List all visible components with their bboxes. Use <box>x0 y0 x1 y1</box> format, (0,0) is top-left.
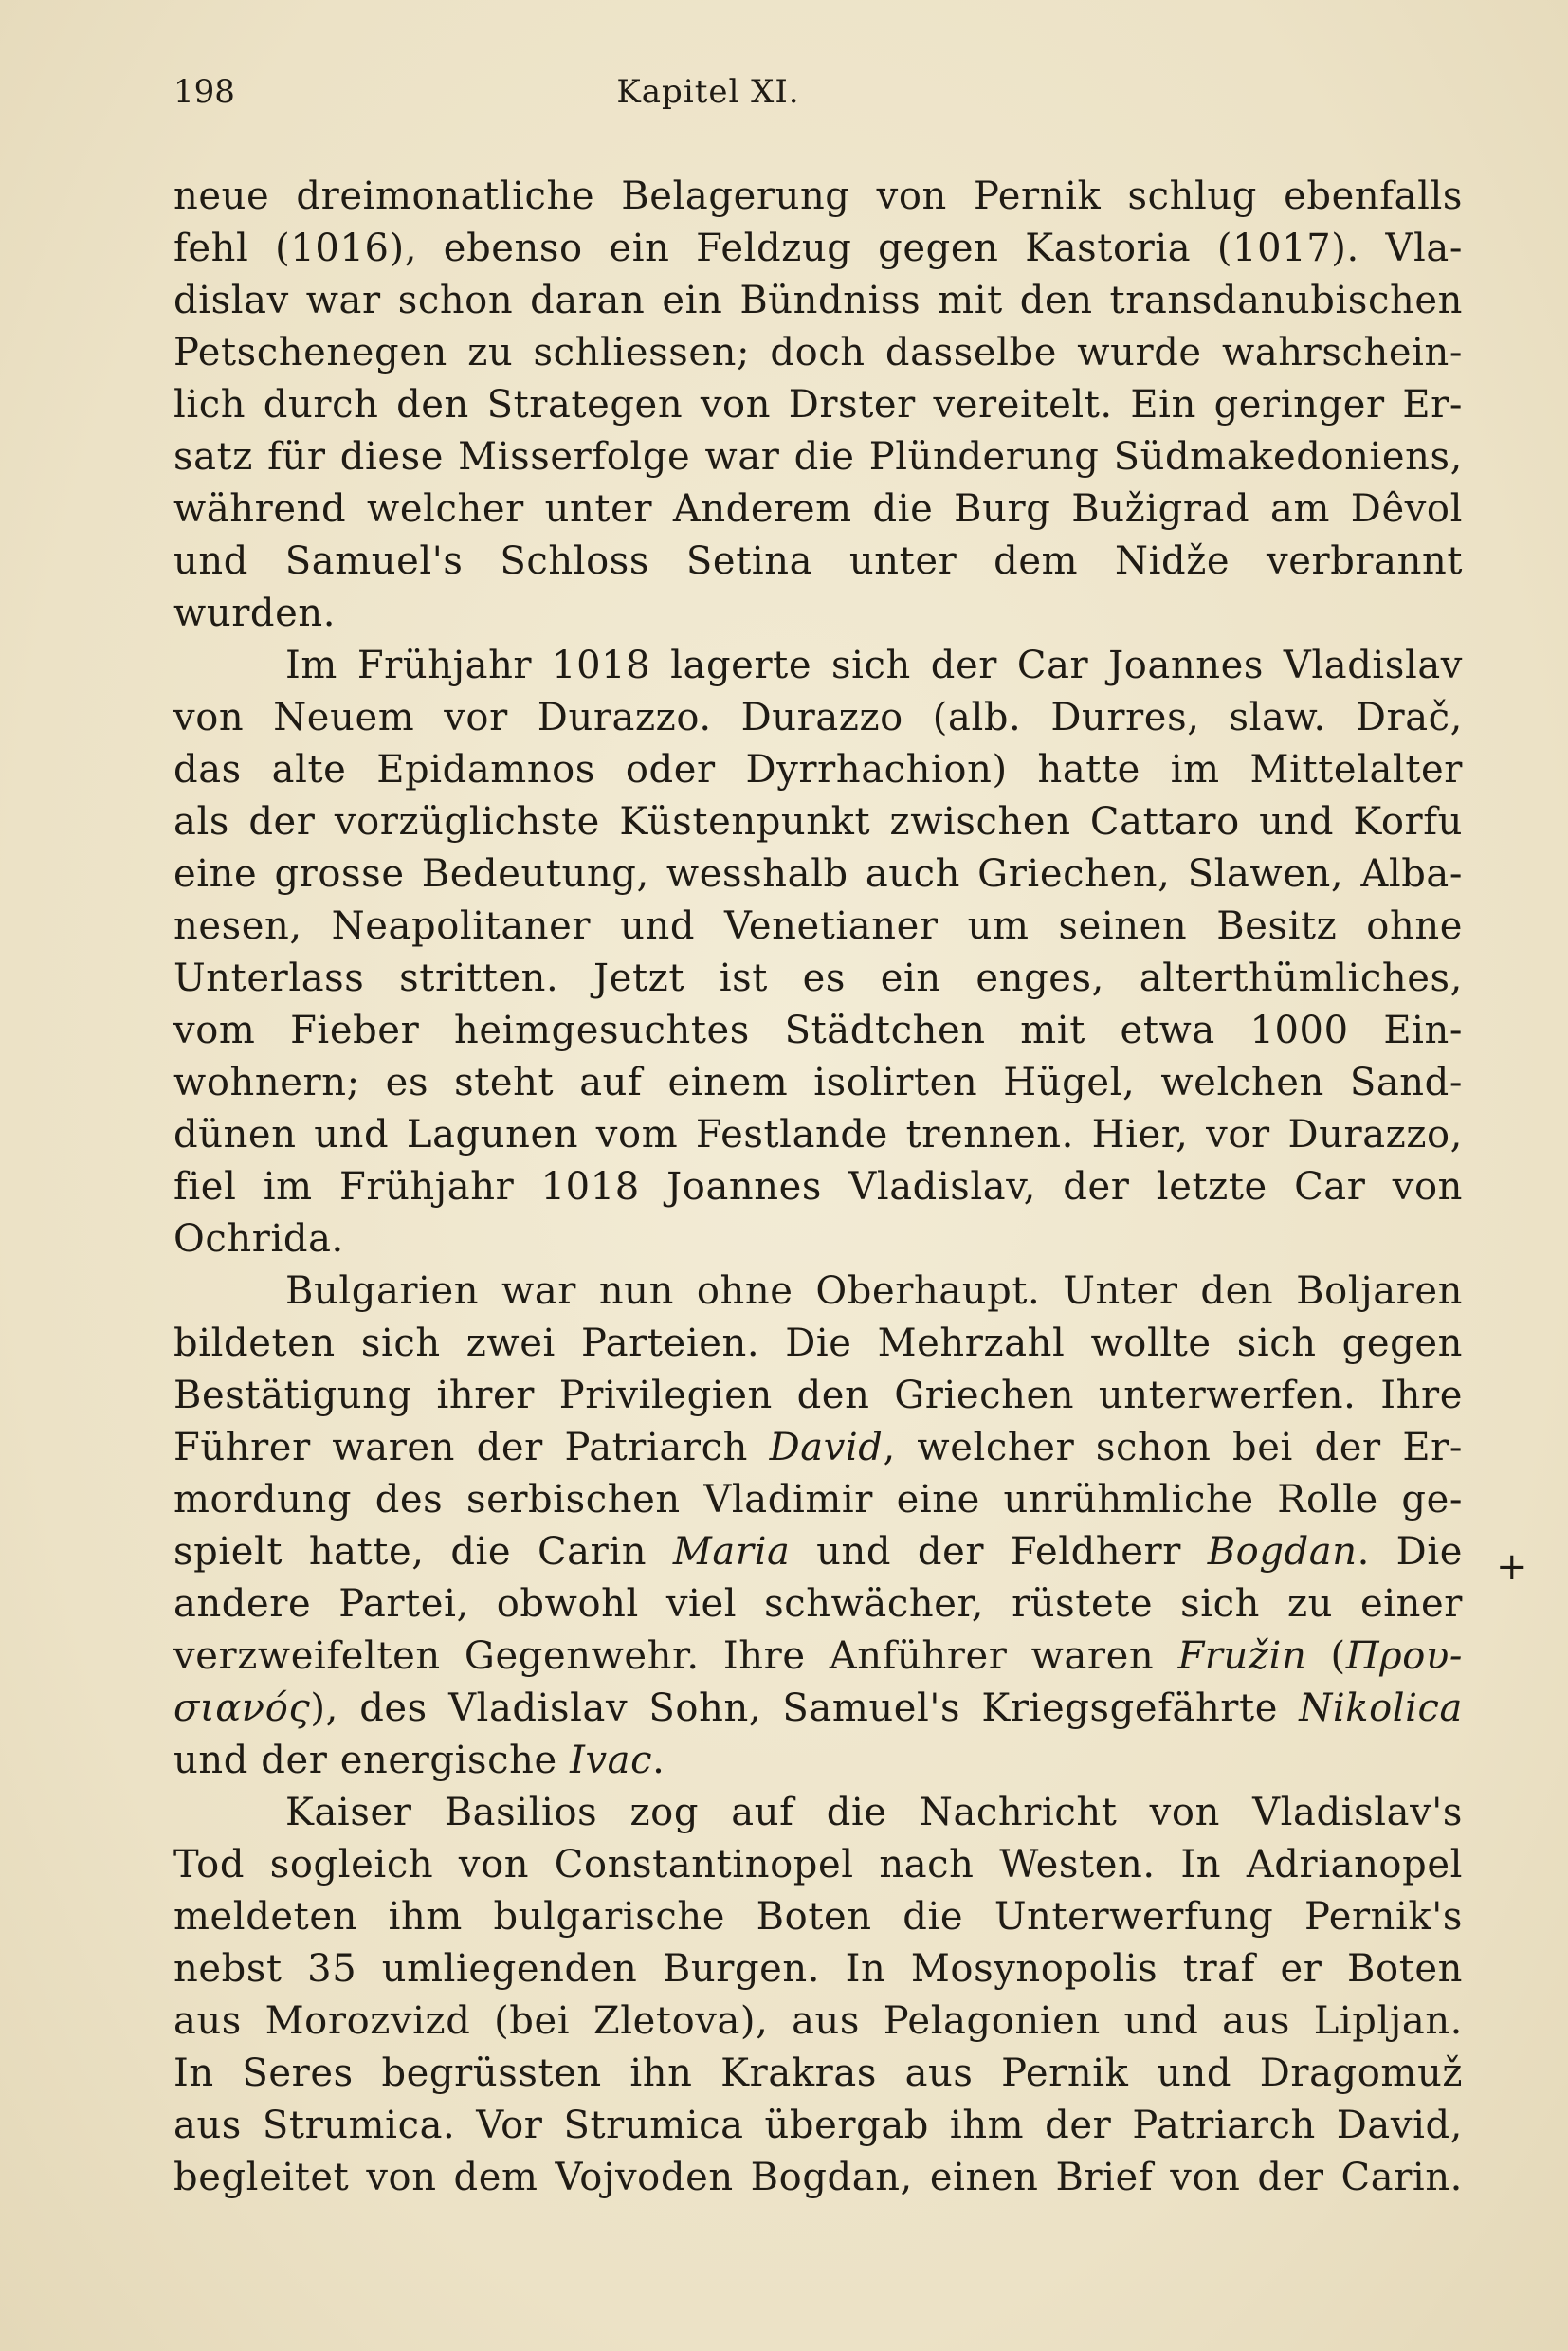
text-line: nesen, Neapolitaner und Venetianer um seinen Besitz ohne <box>173 904 1463 948</box>
text-line: andere Partei, obwohl viel schwächer, rüstete sich zu einer <box>173 1582 1463 1626</box>
text-line: bildeten sich zwei Parteien. Die Mehrzahl wollte sich gegen <box>173 1321 1463 1365</box>
text-line <box>173 1422 1463 1474</box>
name-nikolica: Nikolica <box>1299 1686 1463 1730</box>
running-head <box>173 68 1463 116</box>
text-line: wohnern; es steht auf einem isolirten Hügel, welchen Sand- <box>173 1061 1463 1104</box>
text-line: dislav war schon daran ein Bündniss mit den transdanubischen <box>173 279 1463 322</box>
body-text <box>173 171 1463 2204</box>
text-line: wurden. <box>173 592 337 635</box>
name-fruzin: Fružin <box>1177 1634 1307 1678</box>
text-line: lich durch den Strategen von Drster vereitelt. Ein geringer Er- <box>173 383 1463 427</box>
text-line: Bestätigung ihrer Privilegien den Griechen unterwerfen. Ihre <box>173 1374 1463 1417</box>
line-segment: . <box>652 1739 665 1782</box>
text-line: während welcher unter Anderem die Burg Bužigrad am Dêvol <box>173 487 1463 531</box>
text-line: Kaiser Basilios zog auf die Nachricht von Vladislav's <box>285 1791 1463 1834</box>
text-line: Im Frühjahr 1018 lagerte sich der Car Joannes Vladislav <box>285 644 1463 687</box>
greek-name: σιανός <box>173 1686 311 1730</box>
text-line: fiel im Frühjahr 1018 Joannes Vladislav, der letzte Car von <box>173 1165 1463 1209</box>
text-line: neue dreimonatliche Belagerung von Pernik schlug ebenfalls <box>173 174 1463 218</box>
text-line: vom Fieber heimgesuchtes Städtchen mit etwa 1000 Ein- <box>173 1009 1463 1052</box>
text-line: aus Morozvizd (bei Zletova), aus Pelagonien und aus Lipljan. <box>173 1999 1463 2043</box>
line-segment: spielt hatte, die Carin <box>173 1530 673 1574</box>
name-ivac: Ivac <box>570 1739 653 1782</box>
text-line <box>173 1631 1463 1683</box>
text-line: meldeten ihm bulgarische Boten die Unterwerfung Pernik's <box>173 1895 1463 1939</box>
page-number: 198 <box>173 73 235 111</box>
line-segment: Führer waren der Patriarch <box>173 1426 770 1469</box>
text-line: und Samuel's Schloss Setina unter dem Nidže verbrannt <box>173 539 1463 583</box>
text-line: Ochrida. <box>173 1217 344 1261</box>
text-line: als der vorzüglichste Küstenpunkt zwischen Cattaro und Korfu <box>173 800 1463 844</box>
margin-mark: + <box>1496 1545 1528 1589</box>
name-bogdan: Bogdan <box>1207 1530 1358 1574</box>
text-line <box>173 1683 1463 1735</box>
text-line: mordung des serbischen Vladimir eine unrühmliche Rolle ge- <box>173 1478 1463 1522</box>
text-line: eine grosse Bedeutung, wesshalb auch Griechen, Slawen, Alba- <box>173 852 1463 896</box>
text-line: nebst 35 umliegenden Burgen. In Mosynopolis traf er Boten <box>173 1947 1463 1991</box>
text-line: Petschenegen zu schliessen; doch dasselbe wurde wahrschein- <box>173 331 1463 374</box>
line-segment: ), des Vladislav Sohn, Samuel's Kriegsgefährte <box>310 1686 1300 1730</box>
line-segment: und der energische <box>173 1739 571 1782</box>
text-line: begleitet von dem Vojvoden Bogdan, einen Brief von der Carin. <box>173 2156 1463 2199</box>
text-line: das alte Epidamnos oder Dyrrhachion) hatte im Mittelalter <box>173 748 1463 792</box>
chapter-title: Kapitel XI. <box>616 73 800 111</box>
text-line: Bulgarien war nun ohne Oberhaupt. Unter den Boljaren <box>285 1269 1463 1313</box>
line-segment: und der Feldherr <box>790 1530 1208 1574</box>
text-line <box>173 1735 1463 1787</box>
text-line <box>173 1526 1463 1578</box>
line-segment: ( <box>1306 1634 1346 1678</box>
text-line: Unterlass stritten. Jetzt ist es ein enges, alterthümliches, <box>173 957 1463 1000</box>
text-line: In Seres begrüssten ihn Krakras aus Pernik und Dragomuž <box>173 2051 1463 2095</box>
line-segment: verzweifelten Gegenwehr. Ihre Anführer waren <box>173 1634 1178 1678</box>
greek-name: Πρου- <box>1345 1634 1463 1678</box>
line-segment: , welcher schon bei der Er- <box>883 1426 1463 1469</box>
text-line: dünen und Lagunen vom Festlande trennen. Hier, vor Durazzo, <box>173 1113 1463 1157</box>
name-maria: Maria <box>672 1530 791 1574</box>
book-page <box>173 0 1463 2351</box>
text-line: fehl (1016), ebenso ein Feldzug gegen Kastoria (1017). Vla- <box>173 227 1463 270</box>
name-david: David <box>769 1426 884 1469</box>
text-line: aus Strumica. Vor Strumica übergab ihm der Patriarch David, <box>173 2104 1463 2147</box>
line-segment: . Die <box>1357 1530 1463 1574</box>
text-line: Tod sogleich von Constantinopel nach Westen. In Adrianopel <box>173 1843 1463 1886</box>
text-line: satz für diese Misserfolge war die Plünderung Südmakedoniens, <box>173 435 1463 479</box>
text-line: von Neuem vor Durazzo. Durazzo (alb. Durres, slaw. Drač, <box>173 696 1463 739</box>
